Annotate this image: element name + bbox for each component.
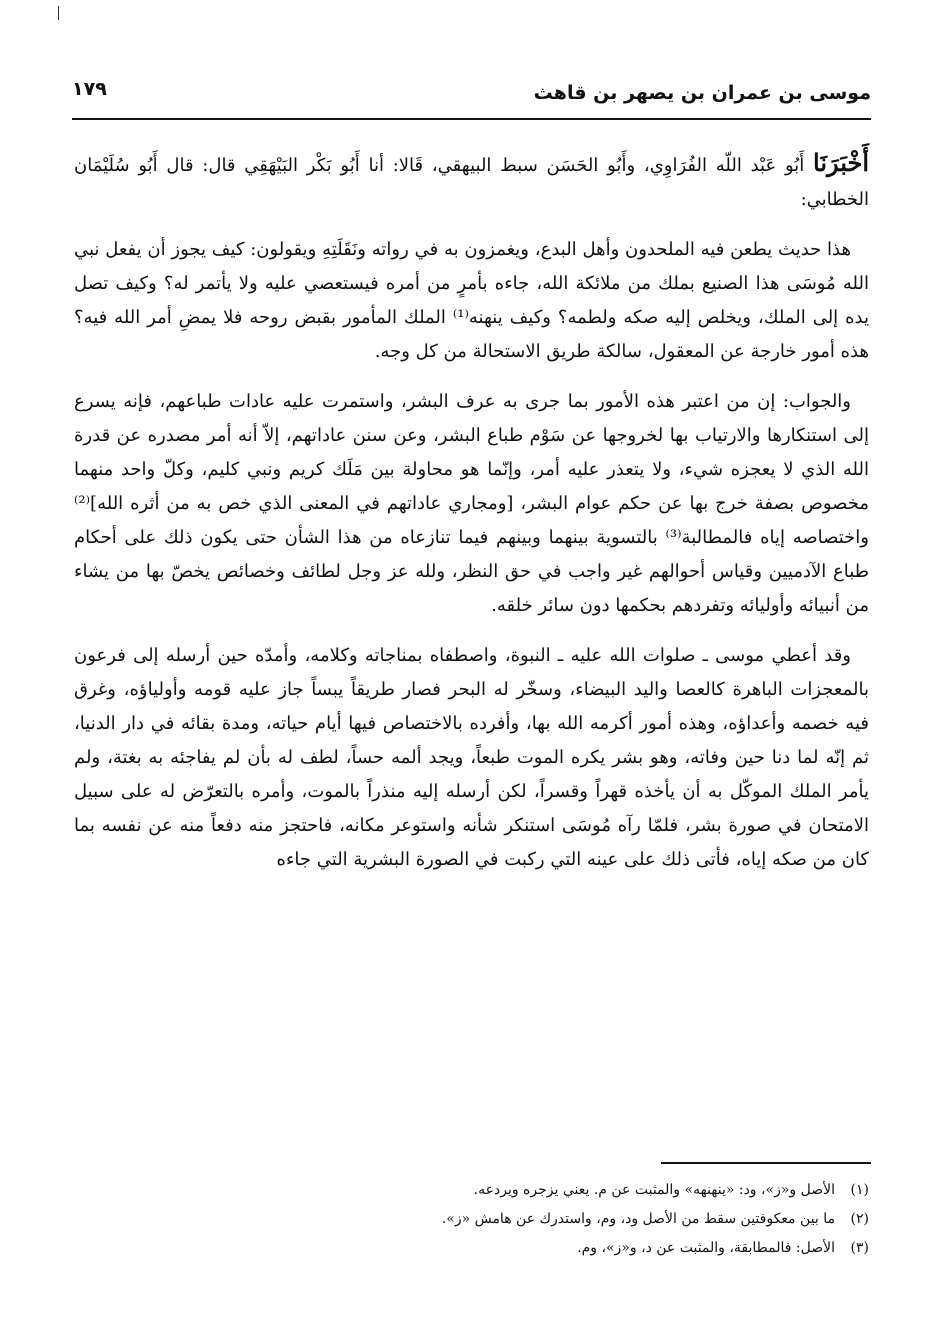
paragraph-isnad	[74, 146, 869, 217]
footnotes	[74, 1176, 869, 1263]
scan-corner-mark	[58, 6, 59, 20]
header-rule	[72, 118, 871, 120]
paragraph-objection: هذا حديث يطعن فيه الملحدون وأهل البدع، ويغمزون به في رواته ونَقَلَتِهِ ويقولون: كيف يجوز أن يفعل نبي الله مُوسَى هذا الصنيع بملك من ملائكة الله، جاءه بأمرٍ من أمره فيستعصي عليه ولا يأتمر له؟ وكيف تصل يده إلى الملك، ويخلص إليه صكه ولطمه؟ وكيف ينهنه⁽¹⁾ الملك المأمور بقبض روحه فلا يمضِ أمر الله فيه؟ هذه أمور خارجة عن المعقول، سالكة طريق الاستحالة من كل وجه.	[74, 239, 869, 362]
paragraph-answer: والجواب: إن من اعتبر هذه الأمور بما جرى به عرف البشر، واستمرت عليه عادات طباعهم، فإنه يسرع إلى استنكارها والارتياب بها لخروجها عن سَوْم طباع البشر، وعن سنن عاداتهم، إلاّ أنه أمر مصدره عن قدرة الله الذي لا يعجزه شيء، ولا يتعذر عليه أمر، وإنّما هو محاولة بين مَلَك كريم ونبي كليم، وكلّ واحد منهما مخصوص بصفة خرج بها عن حكم عوام البشر، [ومجاري عاداتهم في المعنى الذي خص به من أثره الله]⁽²⁾ واختصاصه إياه فالمطالبة⁽³⁾ بالتسوية بينهما وبينهم فيما تنازعاه من هذا الشأن حتى يكون ذلك على أحكام طباع الآدميين وقياس أحوالهم غير واجب في حق النظر، ولله عز وجل لطائف وخصائص يخصّ بها من يشاء من أنبيائه وأوليائه وتفردهم بحكمها دون سائر خلقه.	[74, 391, 869, 616]
page-number: ١٧٩	[72, 78, 107, 100]
main-text	[74, 146, 869, 893]
footnote-number: (١)	[850, 1182, 869, 1198]
paragraph-isnad-text: أَبُو عَبْد اللّه الفُرَاوِي، وأَبُو الحَسَن سبط البيهقي، قَالا: أنا أَبُو بَكْر البَيْهَقِي قال: قال أَبُو سُلَيْمَان الخطابي:	[74, 155, 869, 210]
footnote-item	[74, 1234, 869, 1263]
footnote-text: الأصل و«ز»، ود: «ينهنهه» والمثبت عن م. يعني يزجره ويردعه.	[473, 1182, 835, 1198]
footnote-item	[74, 1176, 869, 1205]
chapter-title: موسى بن عمران بن يصهر بن قاهث	[533, 82, 871, 104]
footnote-item	[74, 1205, 869, 1234]
paragraph-moses: وقد أعطي موسى ـ صلوات الله عليه ـ النبوة، واصطفاه بمناجاته وكلامه، وأمدّه حين أرسله إلى فرعون بالمعجزات الباهرة كالعصا واليد البيضاء، وسخّر له البحر فصار طريقاً يبساً جاز عليه قومه وأولياؤه، وغرق فيه خصمه وأعداؤه، وهذه أمور أكرمه الله بها، وأفرده بالاختصاص فيها أيام حياته، ومدة بقائه في دار الدنيا، ثم إنّه لما دنا حين وفاته، وهو بشر يكره الموت طبعاً، ويجد ألمه حساً، لطف له بأن لم يفاجئه به بغتة، ولم يأمر الملك الموكّل به أن يأخذه قهراً وقسراً، لكن أرسله إليه منذراً بالموت، وأمره بالتعرّض له على سبيل الامتحان في صورة بشر، فلمّا رآه مُوسَى استنكر شأنه واستوعر مكانه، فاحتجز منه دفعاً منه عن نفسه بما كان من صكه إياه، فأتى ذلك على عينه التي ركبت في الصورة البشرية التي جاءه	[74, 645, 869, 870]
footnote-text: ما بين معكوفتين سقط من الأصل ود، وم، واستدرك عن هامش «ز».	[441, 1211, 835, 1227]
footnote-number: (٣)	[850, 1240, 869, 1256]
footnote-text: الأصل: فالمطابقة، والمثبت عن د، و«ز»، وم.	[577, 1240, 835, 1256]
running-header	[72, 76, 871, 116]
footnote-rule	[661, 1162, 871, 1164]
lead-word: أَخْبَرَنَا	[813, 148, 869, 177]
footnote-number: (٢)	[850, 1211, 869, 1227]
